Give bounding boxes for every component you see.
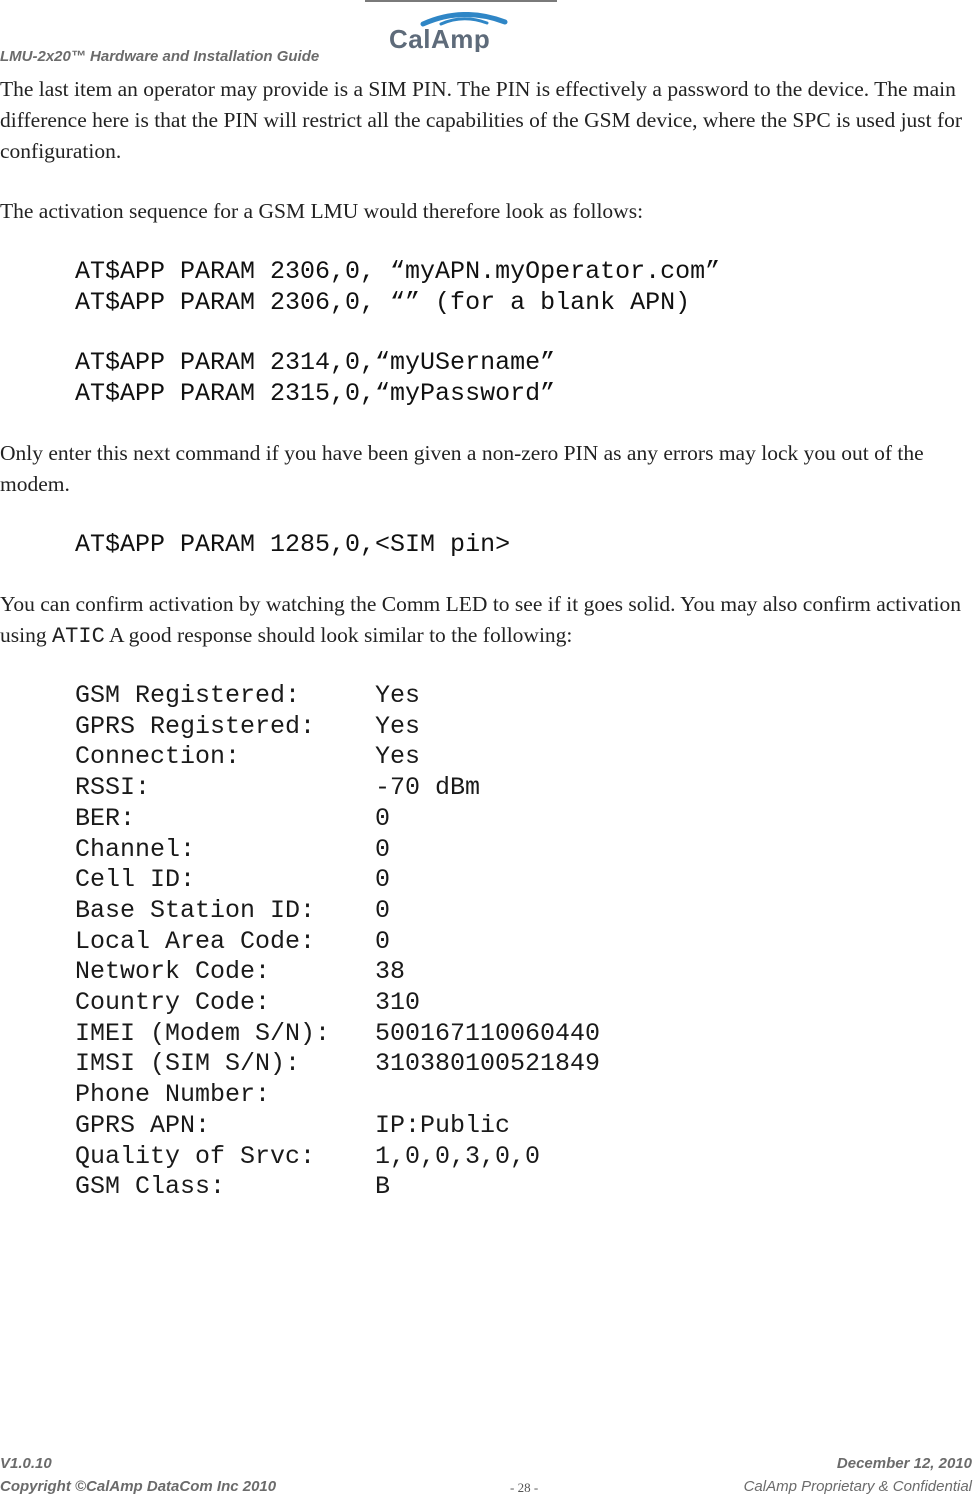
- status-row: [75, 1111, 974, 1142]
- page-body: [0, 74, 974, 1203]
- status-key: Channel:: [75, 834, 196, 864]
- status-row: [75, 927, 974, 958]
- status-value: Yes: [375, 681, 421, 710]
- command-blank-apn: AT$APP PARAM 2306,0, “” (for a blank APN): [75, 288, 691, 317]
- logo-wordmark: CalAmp: [389, 24, 491, 52]
- status-row: [75, 1080, 974, 1111]
- status-key: Connection:: [75, 742, 241, 772]
- status-key: Phone Number:: [75, 1080, 271, 1110]
- footer-confidential: CalAmp Proprietary & Confidential: [743, 1478, 972, 1495]
- status-key: GSM Class:: [75, 1172, 226, 1202]
- status-key: Quality of Srvc:: [75, 1141, 316, 1171]
- status-row: [75, 1049, 974, 1080]
- status-key: GPRS APN:: [75, 1110, 211, 1140]
- status-key: IMSI (SIM S/N):: [75, 1049, 301, 1079]
- command-sim-pin: AT$APP PARAM 1285,0,<SIM pin>: [75, 530, 511, 559]
- command-password: AT$APP PARAM 2315,0,“myPassword”: [75, 379, 556, 408]
- status-row: [75, 957, 974, 988]
- status-value: 310380100521849: [375, 1049, 601, 1079]
- command-apn: AT$APP PARAM 2306,0, “myAPN.myOperator.com”: [75, 257, 721, 286]
- status-key: IMEI (Modem S/N):: [75, 1018, 331, 1048]
- status-key: Cell ID:: [75, 865, 196, 895]
- status-key: Local Area Code:: [75, 926, 316, 956]
- paragraph-activation-intro: The activation sequence for a GSM LMU would therefore look as follows:: [0, 199, 644, 223]
- footer-date: December 12, 2010: [836, 1455, 972, 1472]
- status-value: 310: [375, 988, 421, 1018]
- page-number: - 28 -: [510, 1480, 539, 1495]
- status-key: GPRS Registered:: [75, 711, 316, 741]
- atic-response: [75, 681, 974, 1203]
- status-row: [75, 988, 974, 1019]
- status-value: Yes: [375, 711, 421, 741]
- status-row: [75, 681, 974, 712]
- status-value: 500167110060440: [375, 1018, 601, 1048]
- atic-command: ATIC: [51, 624, 105, 649]
- status-value: 0: [375, 803, 391, 833]
- status-value: 0: [375, 895, 391, 925]
- confirm-text-end: A good response should look similar to the following:: [104, 623, 573, 647]
- command-username: AT$APP PARAM 2314,0,“myUSername”: [75, 348, 556, 377]
- status-value: 0: [375, 865, 391, 895]
- status-value: -70 dBm: [375, 773, 481, 803]
- header-rule: [365, 0, 557, 2]
- paragraph-pin-warning: Only enter this next command if you have been given a non-zero PIN as any errors may lock you out of the modem.: [0, 441, 924, 496]
- status-value: 1,0,0,3,0,0: [375, 1141, 541, 1171]
- calamp-logo: [383, 12, 543, 52]
- status-value: IP:Public: [375, 1110, 511, 1140]
- status-row: [75, 835, 974, 866]
- status-key: BER:: [75, 803, 136, 833]
- footer-version: V1.0.10: [0, 1455, 52, 1472]
- status-row: [75, 773, 974, 804]
- status-row: [75, 1019, 974, 1050]
- status-key: RSSI:: [75, 773, 151, 803]
- status-value: 0: [375, 834, 391, 864]
- status-value: 38: [375, 957, 406, 987]
- status-key: Base Station ID:: [75, 895, 316, 925]
- status-row: [75, 896, 974, 927]
- status-value: 0: [375, 926, 391, 956]
- status-row: [75, 804, 974, 835]
- footer-copyright: Copyright ©CalAmp DataCom Inc 2010: [0, 1478, 277, 1495]
- status-value: Yes: [375, 742, 421, 772]
- paragraph-sim-pin: The last item an operator may provide is a SIM PIN. The PIN is effectively a password to the device. The main difference here is that the PIN will restrict all the capabilities of the GSM device, where the SPC is used just for configuration.: [0, 77, 963, 163]
- status-key: GSM Registered:: [75, 681, 301, 710]
- status-row: [75, 712, 974, 743]
- status-key: Country Code:: [75, 988, 271, 1018]
- paragraph-confirm-activation: [0, 589, 974, 652]
- confirm-text-start: You can confirm activation by watching the Comm LED to see if it goes solid. You may also confirm activation using: [0, 592, 961, 647]
- status-key: Network Code:: [75, 957, 271, 987]
- status-row: [75, 1172, 974, 1203]
- status-row: [75, 742, 974, 773]
- document-title: LMU-2x20™ Hardware and Installation Guide: [0, 48, 320, 65]
- status-row: [75, 865, 974, 896]
- status-value: B: [375, 1172, 391, 1202]
- status-row: [75, 1142, 974, 1173]
